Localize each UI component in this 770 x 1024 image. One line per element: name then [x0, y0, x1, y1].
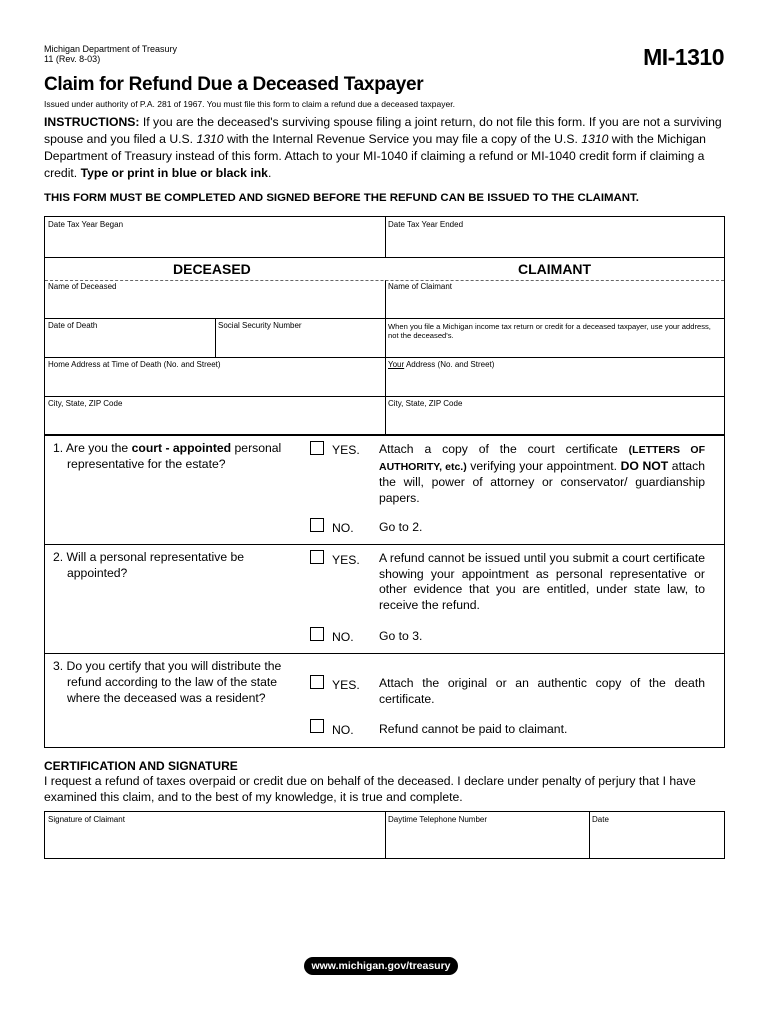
your-address-field[interactable] [385, 357, 725, 396]
q2-yes-checkbox[interactable] [310, 550, 324, 564]
phone-label: Daytime Telephone Number [388, 815, 488, 824]
q3-line1: 3. Do you certify that you will distribute the [53, 659, 282, 673]
certification-text: I request a refund of taxes overpaid or credit due on behalf of the deceased. I declare under penalty of perjury that I have examined this claim, and to the best of my knowledge, it is true and complete. [44, 774, 696, 804]
question-2 [53, 549, 303, 581]
q1-bold: court - appointed [131, 441, 232, 455]
date-began-label: Date Tax Year Began [48, 220, 124, 229]
q3-no-label: NO. [332, 723, 354, 737]
q1-yes-caps: (LETTERS OF AUTHORITY, etc.) [379, 444, 705, 473]
certification-heading: CERTIFICATION AND SIGNATURE [44, 759, 238, 773]
q1-yes-bold: DO NOT [620, 458, 669, 473]
q1-yes-checkbox[interactable] [310, 441, 324, 455]
q2-yes-instructions: A refund cannot be issued until you submit a court certificate showing your appointment as personal representative or other evidence that you are entitled, under state law, to receive the refund. [379, 551, 705, 612]
must-complete-notice: THIS FORM MUST BE COMPLETED AND SIGNED BEFORE THE REFUND CAN BE ISSUED TO THE CLAIMANT. [44, 192, 639, 204]
taxpayer-info-grid [44, 216, 725, 435]
signature-label: Signature of Claimant [48, 815, 125, 824]
name-of-claimant-field[interactable] [385, 279, 725, 318]
date-tax-year-began-field[interactable] [45, 217, 385, 257]
q3-line2: refund according to the law of the state [67, 675, 278, 689]
your-address-underlined: Your [388, 360, 405, 369]
q1-yes-label: YES. [332, 443, 360, 457]
name-claimant-label: Name of Claimant [388, 282, 453, 291]
q3-yes-checkbox[interactable] [310, 675, 324, 689]
q3-no-text: Refund cannot be paid to claimant. [379, 722, 568, 736]
q2-no-label: NO. [332, 630, 354, 644]
instructions-label: INSTRUCTIONS: [44, 115, 140, 129]
q2-line1: 2. Will a personal representative be [53, 550, 245, 564]
signature-grid [44, 811, 725, 859]
q1-line2: representative for the estate? [67, 457, 226, 471]
city-deceased-field[interactable] [45, 396, 385, 435]
q1-yes-a: Attach a copy of the court certificate [379, 442, 629, 456]
q3-line3: where the deceased was a resident? [67, 691, 266, 705]
instructions-text-a: If you are the deceased's surviving spouse filing a joint return, do not file this form. If you are not a surviving spouse and you filed a U.S. [44, 115, 722, 146]
date-of-death-field[interactable] [45, 318, 215, 357]
treasury-url-link[interactable]: www.michigan.gov/treasury [304, 957, 458, 975]
q2-yes-label: YES. [332, 553, 360, 567]
deceased-header: DECEASED [173, 261, 251, 277]
date-ended-label: Date Tax Year Ended [388, 220, 464, 229]
form-title: Claim for Refund Due a Deceased Taxpayer [44, 74, 424, 95]
instructions [44, 114, 726, 182]
instructions-text-c: with the Michigan Department of Treasury instead of this form. Attach to your MI-1040 if claiming a refund or MI-1040 credit form if claiming a credit. [44, 132, 706, 180]
q1-yes-instructions [379, 442, 705, 506]
instructions-end: . [267, 166, 272, 180]
date-label: Date [592, 815, 609, 824]
home-address-label: Home Address at Time of Death (No. and Street) [48, 360, 221, 369]
q3-yes-label: YES. [332, 678, 360, 692]
q1-no-checkbox[interactable] [310, 518, 324, 532]
q1-yes-b: verifying your appointment. [466, 458, 621, 473]
authority-note: Issued under authority of P.A. 281 of 1967. You must file this form to claim a refund due a deceased taxpayer. [44, 99, 455, 109]
instructions-ref2: 1310 [581, 132, 609, 146]
form-number: MI-1310 [643, 44, 724, 70]
ssn-label: Social Security Number [218, 321, 302, 330]
department-name [44, 44, 177, 64]
address-note [385, 318, 725, 357]
q1-post: personal [231, 441, 282, 455]
city-claimant-field[interactable] [385, 396, 725, 435]
instructions-text-b: with the Internal Revenue Service you may file a copy of the U.S. [223, 132, 582, 146]
question-3 [53, 658, 309, 706]
q2-no-text: Go to 3. [379, 629, 423, 643]
city-claimant-label: City, State, ZIP Code [388, 399, 463, 408]
q1-no-label: NO. [332, 521, 354, 535]
daytime-phone-field[interactable] [385, 812, 589, 858]
q1-pre: 1. Are you the [53, 441, 132, 455]
claimant-header: CLAIMANT [518, 261, 592, 277]
q2-line2: appointed? [67, 566, 128, 580]
q1-no-text: Go to 2. [379, 520, 423, 534]
date-tax-year-ended-field[interactable] [385, 217, 725, 257]
instructions-ref1: 1310 [196, 132, 224, 146]
question-1 [53, 440, 303, 472]
q2-no-checkbox[interactable] [310, 627, 324, 641]
instructions-emphasis: Type or print in blue or black ink [80, 166, 268, 180]
q3-no-checkbox[interactable] [310, 719, 324, 733]
ssn-note-text: When you file a Michigan income tax return or credit for a deceased taxpayer, use your address, not the deceased's. [388, 322, 711, 340]
signature-of-claimant-field[interactable] [45, 812, 385, 858]
questions-grid [44, 435, 725, 748]
home-address-field[interactable] [45, 357, 385, 396]
name-deceased-label: Name of Deceased [48, 282, 117, 291]
date-field[interactable] [589, 812, 724, 858]
ssn-field[interactable] [215, 318, 385, 357]
city-deceased-label: City, State, ZIP Code [48, 399, 123, 408]
department-text: Michigan Department of Treasury [44, 44, 178, 54]
date-death-label: Date of Death [48, 321, 98, 330]
q1-yes-c: attach the will, power of attorney or conservator/ guardianship papers. [379, 458, 705, 505]
your-address-label: Address (No. and Street) [404, 360, 495, 369]
q3-yes-instructions: Attach the original or an authentic copy of the death certificate. [379, 676, 705, 706]
name-of-deceased-field[interactable] [45, 279, 385, 318]
revision-text: 11 (Rev. 8-03) [44, 54, 101, 64]
